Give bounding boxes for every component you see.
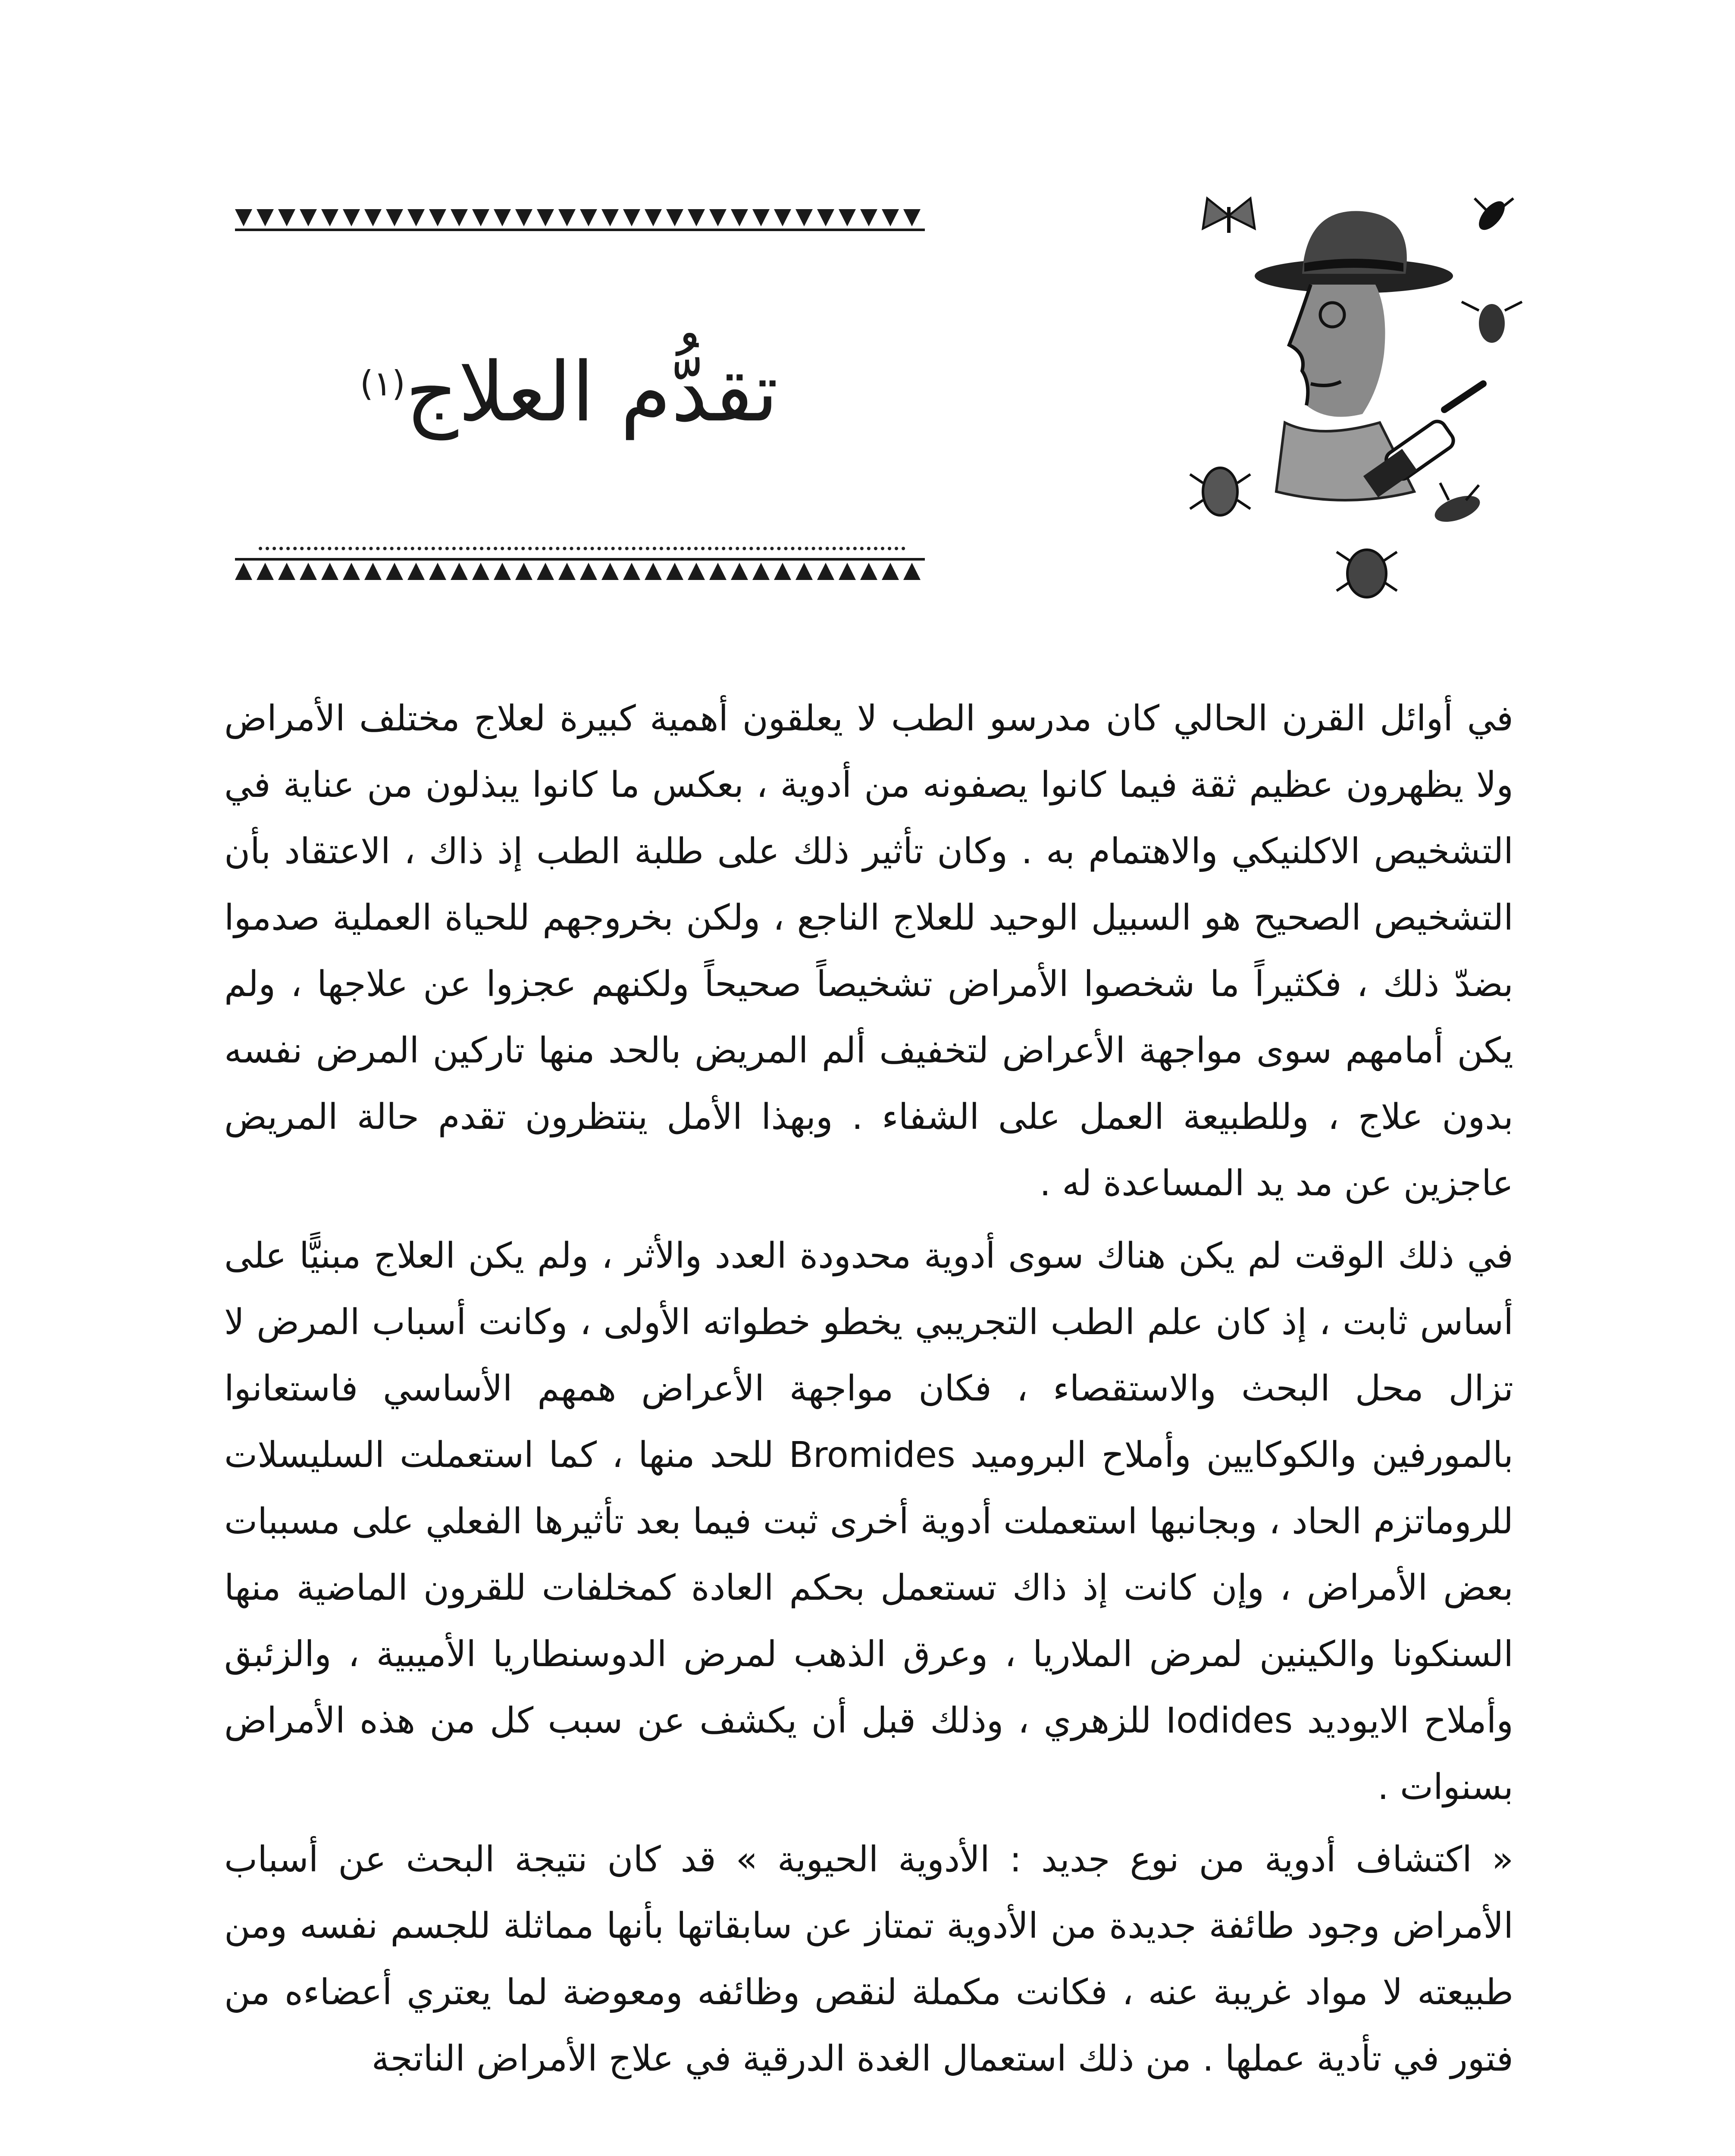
top-ornament-border bbox=[235, 203, 925, 233]
paragraph-3: « اكتشاف أدوية من نوع جديد : الأدوية الحيوية » قد كان نتيجة البحث عن أسباب الأمراض وجود طائفة جديدة من الأدوية تمتاز عن سابقاتها بأنها مماثلة للجسم نفسه ومن طبيعته لا مواد غريبة عنه ، فكانت مكملة لنقص وظائفه ومعوضة لما يعتري أعضاءه من فتور في تأدية عملها . من ذلك استعمال الغدة الدرقية في علاج الأمراض الناتجة bbox=[224, 1839, 1513, 2079]
header-illustration bbox=[1181, 181, 1526, 612]
bug-icon bbox=[1337, 550, 1397, 597]
beetle-icon bbox=[1190, 468, 1250, 515]
hat-icon bbox=[1255, 211, 1453, 293]
article-title bbox=[354, 336, 785, 448]
doctor-face-icon bbox=[1289, 285, 1385, 417]
paragraph-2: في ذلك الوقت لم يكن هناك سوى أدوية محدودة العدد والأثر ، ولم يكن العلاج مبنيًّا على أساس ثابت ، إذ كان علم الطب التجريبي يخطو خطواته الأولى ، وكانت أسباب المرض لا تزال محل البحث والاستقصاء ، فكان مواجهة الأعراض همهم الأساسي فاستعانوا بالمورفين والكوكايين وأملاح البروميد Bromides للحد منها ، كما استعملت السليسلات للروماتزم الحاد ، وبجانبها استعملت أدوية أخرى ثبت فيما بعد تأثيرها الفعلي على مسببات بعض الأمراض ، وإن كانت إذ ذاك تستعمل بحكم العادة كمخلفات للقرون الماضية منها السنكونا والكينين لمرض الملاريا ، وعرق الذهب لمرض الدوسنطاريا الأميبية ، والزئبق وأملاح الايوديد Iodides للزهري ، وذلك قبل أن يكشف عن سبب كل من هذه الأمراض بسنوات . bbox=[224, 1235, 1513, 1808]
butterfly-icon bbox=[1203, 198, 1255, 233]
article-body bbox=[224, 686, 1513, 2098]
title-footnote-marker: (١) bbox=[360, 364, 406, 404]
paragraph-1: في أوائل القرن الحالي كان مدرسو الطب لا يعلقون أهمية كبيرة لعلاج مختلف الأمراض ولا يظهرون عظيم ثقة فيما كانوا يصفونه من أدوية ، بعكس ما كانوا يبذلون من عناية في التشخيص الاكلنيكي والاهتمام به . وكان تأثير ذلك على طلبة الطب إذ ذاك ، الاعتقاد بأن التشخيص الصحيح هو السبيل الوحيد للعلاج الناجع ، ولكن بخروجهم للحياة العملية صدموا بضدّ ذلك ، فكثيراً ما شخصوا الأمراض تشخيصاً صحيحاً ولكنهم عجزوا عن علاجها ، ولم يكن أمامهم سوى مواجهة الأعراض لتخفيف ألم المريض بالحد منها تاركين المرض نفسه بدون علاج ، وللطبيعة العمل على الشفاء . وبهذا الأمل ينتظرون تقدم حالة المريض عاجزين عن مد يد المساعدة له . bbox=[224, 698, 1513, 1204]
fly-icon bbox=[1474, 197, 1513, 235]
wasp-icon bbox=[1431, 483, 1483, 527]
title-dotted-rule bbox=[259, 547, 905, 550]
bee-icon bbox=[1462, 302, 1522, 343]
bottom-ornament-border bbox=[235, 556, 925, 586]
title-text: تقدُّم العلاج bbox=[405, 345, 779, 440]
